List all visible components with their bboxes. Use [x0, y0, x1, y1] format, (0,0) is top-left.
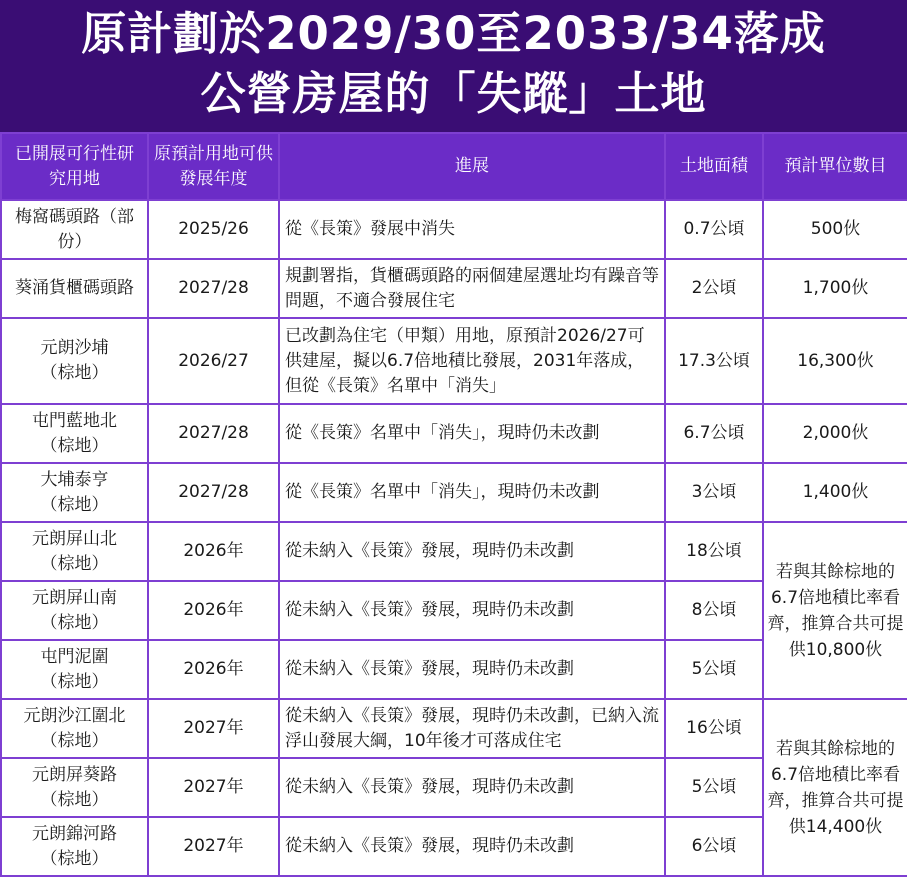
- col-header-site: 已開展可行性研究用地: [1, 133, 148, 200]
- cell-progress: 從未納入《長策》發展，現時仍未改劃: [279, 817, 665, 876]
- cell-progress: 從未納入《長策》發展，現時仍未改劃: [279, 522, 665, 581]
- cell-area: 8公頃: [665, 581, 763, 640]
- cell-year: 2026/27: [148, 318, 279, 404]
- title-line-1: 原計劃於2029/30至2033/34落成: [81, 7, 826, 60]
- col-header-units: 預計單位數目: [763, 133, 907, 200]
- cell-year: 2027年: [148, 699, 279, 758]
- col-header-progress: 進展: [279, 133, 665, 200]
- col-header-area: 土地面積: [665, 133, 763, 200]
- cell-units: 1,700伙: [763, 259, 907, 318]
- table-row: [1, 699, 907, 758]
- cell-site: 元朗沙埔（棕地）: [1, 318, 148, 404]
- cell-progress: 已改劃為住宅（甲類）用地，原預計2026/27可供建屋，擬以6.7倍地積比發展，2031年落成，但從《長策》名單中「消失」: [279, 318, 665, 404]
- cell-site: 葵涌貨櫃碼頭路: [1, 259, 148, 318]
- title-line-2: 公營房屋的「失蹤」土地: [200, 67, 707, 120]
- cell-year: 2027年: [148, 817, 279, 876]
- cell-units: 500伙: [763, 200, 907, 259]
- cell-area: 0.7公頃: [665, 200, 763, 259]
- cell-area: 2公頃: [665, 259, 763, 318]
- cell-area: 5公頃: [665, 640, 763, 699]
- cell-year: 2027/28: [148, 404, 279, 463]
- cell-progress: 從《長策》發展中消失: [279, 200, 665, 259]
- cell-year: 2026年: [148, 640, 279, 699]
- table-row: [1, 259, 907, 318]
- cell-site: 梅窩碼頭路（部份）: [1, 200, 148, 259]
- cell-site: 元朗屏山北（棕地）: [1, 522, 148, 581]
- cell-progress: 從未納入《長策》發展，現時仍未改劃: [279, 581, 665, 640]
- table-row: [1, 404, 907, 463]
- cell-year: 2026年: [148, 581, 279, 640]
- cell-year: 2027年: [148, 758, 279, 817]
- page-title: [0, 0, 907, 132]
- cell-area: 5公頃: [665, 758, 763, 817]
- cell-site: 元朗錦河路（棕地）: [1, 817, 148, 876]
- cell-units: 16,300伙: [763, 318, 907, 404]
- cell-site: 大埔泰亨（棕地）: [1, 463, 148, 522]
- cell-area: 16公頃: [665, 699, 763, 758]
- cell-units-merged: 若與其餘棕地的6.7倍地積比率看齊，推算合共可提供10,800伙: [763, 522, 907, 699]
- table-row: [1, 318, 907, 404]
- cell-units: 2,000伙: [763, 404, 907, 463]
- cell-area: 3公頃: [665, 463, 763, 522]
- cell-year: 2027/28: [148, 259, 279, 318]
- col-header-year: 原預計用地可供發展年度: [148, 133, 279, 200]
- cell-units-merged: 若與其餘棕地的6.7倍地積比率看齊，推算合共可提供14,400伙: [763, 699, 907, 876]
- land-sites-table: [0, 132, 907, 877]
- cell-progress: 從未納入《長策》發展，現時仍未改劃，已納入流浮山發展大綱，10年後才可落成住宅: [279, 699, 665, 758]
- cell-site: 元朗沙江圍北（棕地）: [1, 699, 148, 758]
- cell-progress: 從《長策》名單中「消失」，現時仍未改劃: [279, 463, 665, 522]
- cell-area: 17.3公頃: [665, 318, 763, 404]
- cell-year: 2025/26: [148, 200, 279, 259]
- table-header-row: [1, 133, 907, 200]
- cell-year: 2026年: [148, 522, 279, 581]
- cell-progress: 從未納入《長策》發展，現時仍未改劃: [279, 758, 665, 817]
- table-row: [1, 463, 907, 522]
- cell-area: 6公頃: [665, 817, 763, 876]
- cell-site: 元朗屏葵路（棕地）: [1, 758, 148, 817]
- table-row: [1, 522, 907, 581]
- cell-progress: 從《長策》名單中「消失」，現時仍未改劃: [279, 404, 665, 463]
- cell-site: 元朗屏山南（棕地）: [1, 581, 148, 640]
- cell-year: 2027/28: [148, 463, 279, 522]
- table-row: [1, 200, 907, 259]
- cell-progress: 規劃署指，貨櫃碼頭路的兩個建屋選址均有躁音等問題，不適合發展住宅: [279, 259, 665, 318]
- cell-units: 1,400伙: [763, 463, 907, 522]
- cell-site: 屯門藍地北（棕地）: [1, 404, 148, 463]
- cell-area: 18公頃: [665, 522, 763, 581]
- cell-progress: 從未納入《長策》發展，現時仍未改劃: [279, 640, 665, 699]
- cell-area: 6.7公頃: [665, 404, 763, 463]
- cell-site: 屯門泥圍（棕地）: [1, 640, 148, 699]
